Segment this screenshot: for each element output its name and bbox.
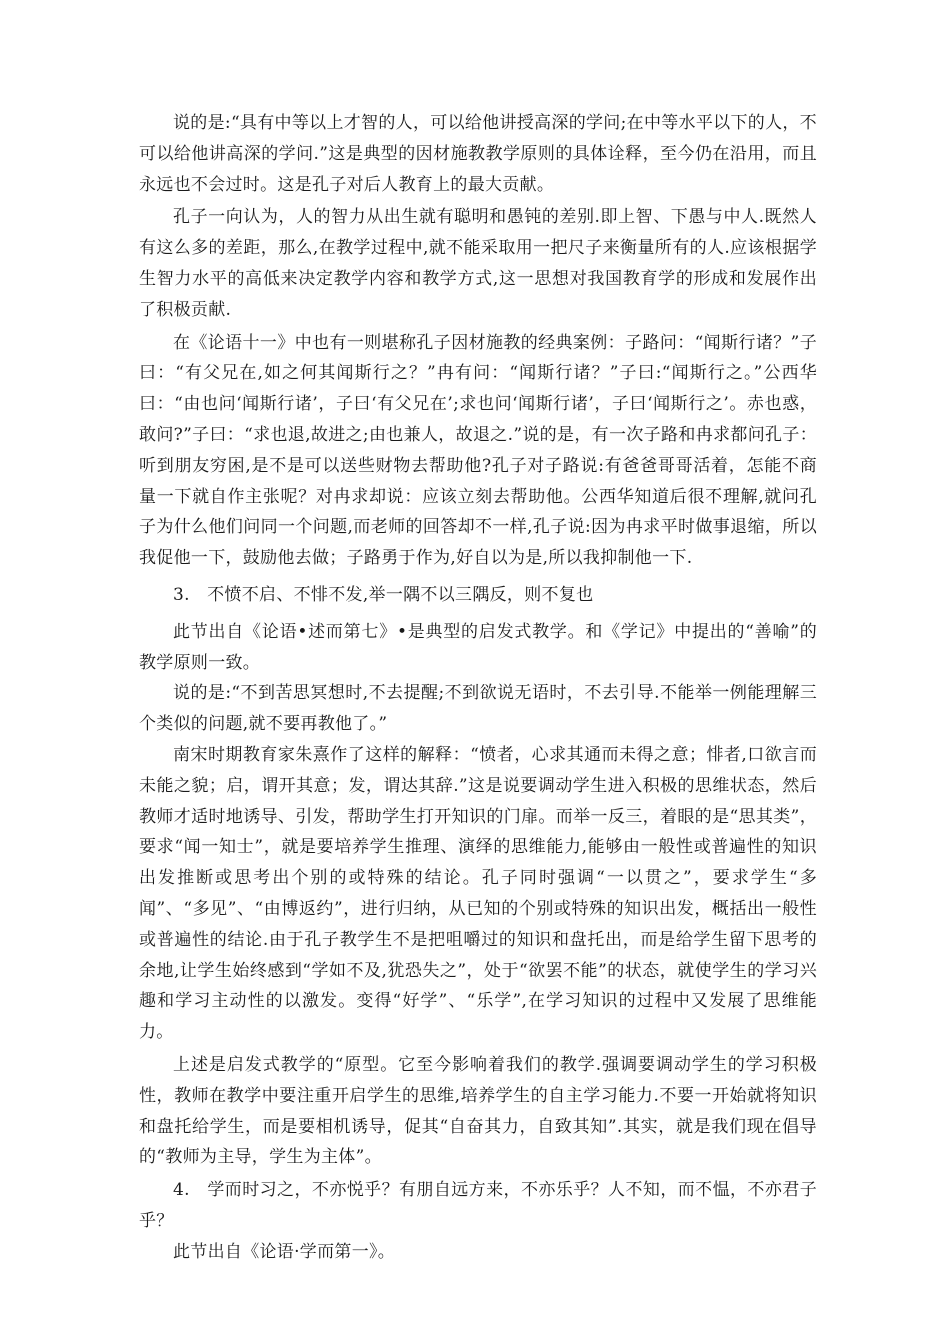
paragraph-heuristic-prototype: 上述是启发式教学的“原型。它至今影响着我们的教学.强调要调动学生的学习积极性，教师在教学中要注重开启学生的思维,培养学生的自主学习能力.不要一开始就将知识和盘托给学生，而是要相机诱导，促其“自奋其力，自致其知”.其实，就是我们现在倡导的“教师为主导，学生为主体”。 bbox=[139, 1054, 817, 1168]
paragraph-source-xueer: 此节出自《论语·学而第一》。 bbox=[173, 1241, 396, 1262]
paragraph-zhuxi-explanation: 南宋时期教育家朱熹作了这样的解释：“愤者，心求其通而未得之意；悱者,口欲言而未能之貌；启，谓开其意；发，谓达其辞.”这是说要调动学生进入积极的思维状态，然后教师才适时地诱导、引发，帮助学生打开知识的门扉。而举一反三，着眼的是“思其类”，要求“闻一知士”，就是要培养学生推理、演绎的思维能力,能够由一般性或普遍性的知识出发推断或思考出个别的或特殊的结论。孔子同时强调“一以贯之”，要求学生“多闻”、“多见”、“由博返约”，进行归纳，从已知的个别或特殊的知识出发，概括出一般性或普遍性的结论.由于孔子教学生不是把咀嚼过的知识和盘托出，而是给学生留下思考的余地,让学生始终感到“学如不及,犹恐失之”，处于“欲罢不能”的状态，就使学生的学习兴趣和学习主动性的以激发。变得“好学”、“乐学”,在学习知识的过程中又发展了思维能力。 bbox=[139, 744, 817, 1043]
paragraph-intelligence-differences: 孔子一向认为，人的智力从出生就有聪明和愚钝的差别.即上智、下愚与中人.既然人有这么多的差距，那么,在教学过程中,就不能采取用一把尺子来衡量所有的人.应该根据学生智力水平的高低来决定教学内容和教学方式,这一思想对我国教育学的形成和发展作出了积极贡献. bbox=[139, 207, 817, 320]
section-heading-3: 3. 不愤不启、不悱不发,举一隅不以三隅反，则不复也 bbox=[173, 584, 594, 605]
section-heading-4: 4. 学而时习之，不亦悦乎？有朋自远方来，不亦乐乎？人不知，而不愠，不亦君子乎？ bbox=[139, 1180, 817, 1231]
paragraph-source-shuer: 此节出自《论语•述而第七》•是典型的启发式教学。和《学记》中提出的“善喻”的教学原则一致。 bbox=[139, 621, 817, 673]
paragraph-meaning: 说的是:“不到苦思冥想时,不去提醒;不到欲说无语时，不去引导.不能举一例能理解三个类似的问题,就不要再教他了。” bbox=[139, 683, 817, 735]
paragraph-analects-case: 在《论语十一》中也有一则堪称孔子因材施教的经典案例：子路问：“闻斯行诸？”子曰：“有父兄在,如之何其闻斯行之？”冉有问：“闻斯行诸？”子曰:“闻斯行之。”公西华曰：“由也问‘闻斯行诸’，子曰‘有父兄在’;求也问‘闻斯行诸’，子曰‘闻斯行之’。赤也惑，敢问?”子曰：“求也退,故进之;由也兼人，故退之.”说的是，有一次子路和冉求都问孔子：听到朋友穷困,是不是可以送些财物去帮助他?孔子对子路说:有爸爸哥哥活着，怎能不商量一下就自作主张呢？对冉求却说：应该立刻去帮助他。公西华知道后很不理解,就问孔子为什么他们问同一个问题,而老师的回答却不一样,孔子说:因为冉求平时做事退缩，所以我促他一下，鼓励他去做；子路勇于作为,好自以为是,所以我抑制他一下. bbox=[139, 332, 817, 569]
document-page bbox=[139, 108, 817, 1267]
paragraph-individualized-teaching-quote: 说的是:“具有中等以上才智的人，可以给他讲授高深的学问;在中等水平以下的人，不可以给他讲高深的学问.”这是典型的因材施教教学原则的具体诠释，至今仍在沿用，而且永远也不会过时。这是孔子对后人教育上的最大贡献。 bbox=[139, 113, 817, 195]
